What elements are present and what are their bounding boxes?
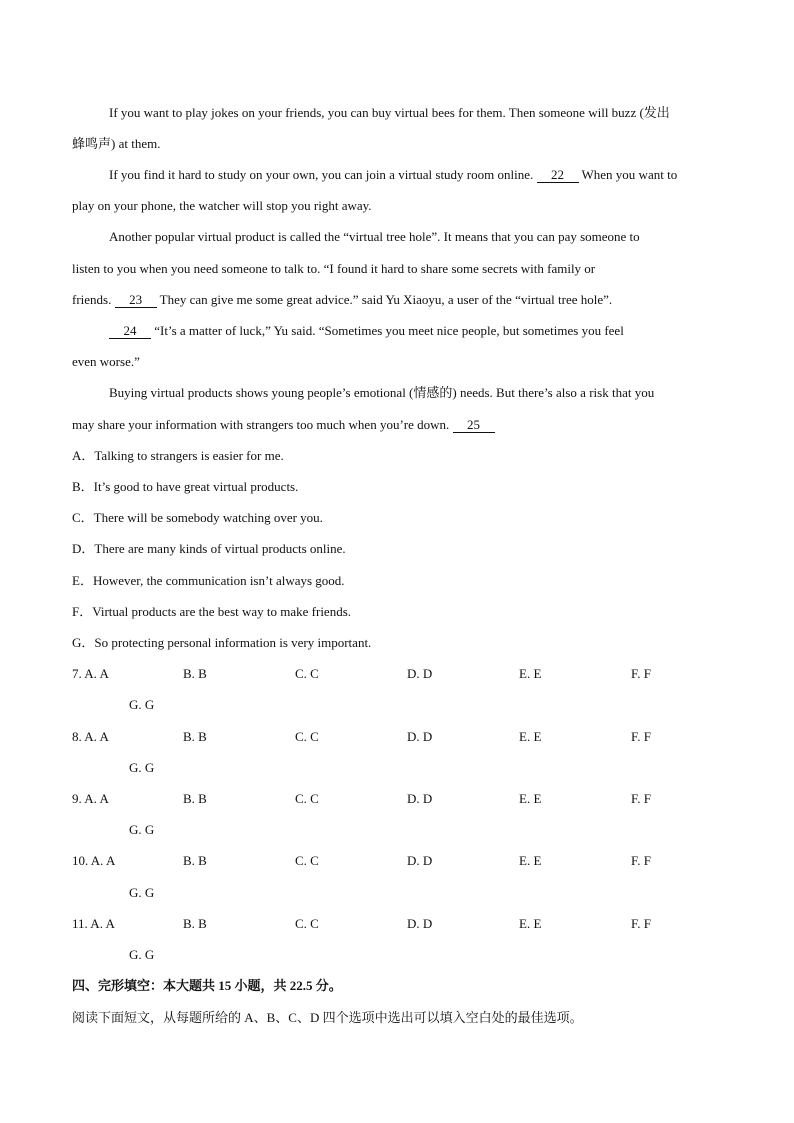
- choice-c[interactable]: C. C: [295, 853, 319, 868]
- choice-c[interactable]: C. C: [295, 666, 319, 681]
- question-row: [0, 791, 794, 807]
- choice-f[interactable]: F. F: [631, 729, 651, 744]
- choice-d[interactable]: D. D: [407, 666, 433, 681]
- passage-line: Buying virtual products shows young people’s emotional (情感的) needs. But there’s also a risk that you: [109, 385, 655, 400]
- option-item: D．There are many kinds of virtual products online.: [72, 541, 346, 556]
- choice-g[interactable]: G. G: [129, 947, 155, 962]
- choice-g[interactable]: G. G: [129, 760, 155, 775]
- choice-d[interactable]: D. D: [407, 916, 433, 931]
- passage-line: [72, 292, 722, 308]
- passage-text: When you want to: [581, 167, 678, 182]
- passage-text: “It’s a matter of luck,” Yu said. “Sometimes you meet nice people, but sometimes you feel: [154, 323, 624, 338]
- choice-e[interactable]: E. E: [519, 666, 542, 681]
- choice-b[interactable]: B. B: [183, 666, 207, 681]
- answer-blank-23: 23: [115, 293, 157, 308]
- passage-text: friends.: [72, 292, 112, 307]
- answer-blank-24: 24: [109, 324, 151, 339]
- question-row-cont: [0, 697, 794, 713]
- question-row-cont: [0, 760, 794, 776]
- question-row-cont: [0, 947, 794, 963]
- passage-line: play on your phone, the watcher will stop you right away.: [72, 198, 372, 213]
- choice-e[interactable]: E. E: [519, 729, 542, 744]
- passage-text: They can give me some great advice.” said Yu Xiaoyu, a user of the “virtual tree hole”.: [159, 292, 613, 307]
- option-item: G．So protecting personal information is very important.: [72, 635, 372, 650]
- choice-f[interactable]: F. F: [631, 853, 651, 868]
- question-row-cont: [0, 822, 794, 838]
- question-row: [0, 666, 794, 682]
- choice-a[interactable]: 7. A. A: [72, 666, 109, 681]
- passage-line: If you want to play jokes on your friends, you can buy virtual bees for them. Then someone will buzz (发出: [109, 105, 670, 120]
- choice-a[interactable]: 8. A. A: [72, 729, 109, 744]
- question-row: [0, 853, 794, 869]
- passage-line: [72, 417, 722, 433]
- choice-c[interactable]: C. C: [295, 916, 319, 931]
- choice-c[interactable]: C. C: [295, 791, 319, 806]
- choice-f[interactable]: F. F: [631, 791, 651, 806]
- choice-e[interactable]: E. E: [519, 916, 542, 931]
- passage-text: If you find it hard to study on your own, you can join a virtual study room online.: [109, 167, 534, 182]
- choice-f[interactable]: F. F: [631, 916, 651, 931]
- choice-b[interactable]: B. B: [183, 729, 207, 744]
- choice-a[interactable]: 10. A. A: [72, 853, 116, 868]
- choice-a[interactable]: 9. A. A: [72, 791, 109, 806]
- option-item: E．However, the communication isn’t always good.: [72, 573, 345, 588]
- passage-text: may share your information with strangers too much when you’re down.: [72, 417, 450, 432]
- choice-d[interactable]: D. D: [407, 791, 433, 806]
- passage-line: 蜂鸣声) at them.: [72, 136, 161, 151]
- answer-blank-22: 22: [537, 168, 579, 183]
- option-item: A．Talking to strangers is easier for me.: [72, 448, 284, 463]
- passage-line: even worse.”: [72, 354, 140, 369]
- choice-e[interactable]: E. E: [519, 791, 542, 806]
- choice-d[interactable]: D. D: [407, 729, 433, 744]
- choice-a[interactable]: 11. A. A: [72, 916, 115, 931]
- choice-b[interactable]: B. B: [183, 791, 207, 806]
- choice-c[interactable]: C. C: [295, 729, 319, 744]
- choice-e[interactable]: E. E: [519, 853, 542, 868]
- option-item: B．It’s good to have great virtual products.: [72, 479, 299, 494]
- choice-d[interactable]: D. D: [407, 853, 433, 868]
- option-item: C．There will be somebody watching over you.: [72, 510, 323, 525]
- question-row-cont: [0, 885, 794, 901]
- choice-b[interactable]: B. B: [183, 916, 207, 931]
- choice-g[interactable]: G. G: [129, 822, 155, 837]
- question-row: [0, 729, 794, 745]
- question-row: [0, 916, 794, 932]
- section-instruction: 阅读下面短文，从每题所给的 A、B、C、D 四个选项中选出可以填入空白处的最佳选项。: [72, 1010, 583, 1025]
- passage-line: [109, 167, 759, 183]
- option-item: F．Virtual products are the best way to make friends.: [72, 604, 352, 619]
- section-heading: 四、完形填空：本大题共 15 小题，共 22.5 分。: [72, 978, 342, 993]
- passage-line: Another popular virtual product is called the “virtual tree hole”. It means that you can pay someone to: [109, 229, 640, 244]
- passage-line: [109, 323, 759, 339]
- choice-f[interactable]: F. F: [631, 666, 651, 681]
- choice-g[interactable]: G. G: [129, 697, 155, 712]
- choice-g[interactable]: G. G: [129, 885, 155, 900]
- choice-b[interactable]: B. B: [183, 853, 207, 868]
- answer-blank-25: 25: [453, 418, 495, 433]
- passage-line: listen to you when you need someone to talk to. “I found it hard to share some secrets with family or: [72, 261, 596, 276]
